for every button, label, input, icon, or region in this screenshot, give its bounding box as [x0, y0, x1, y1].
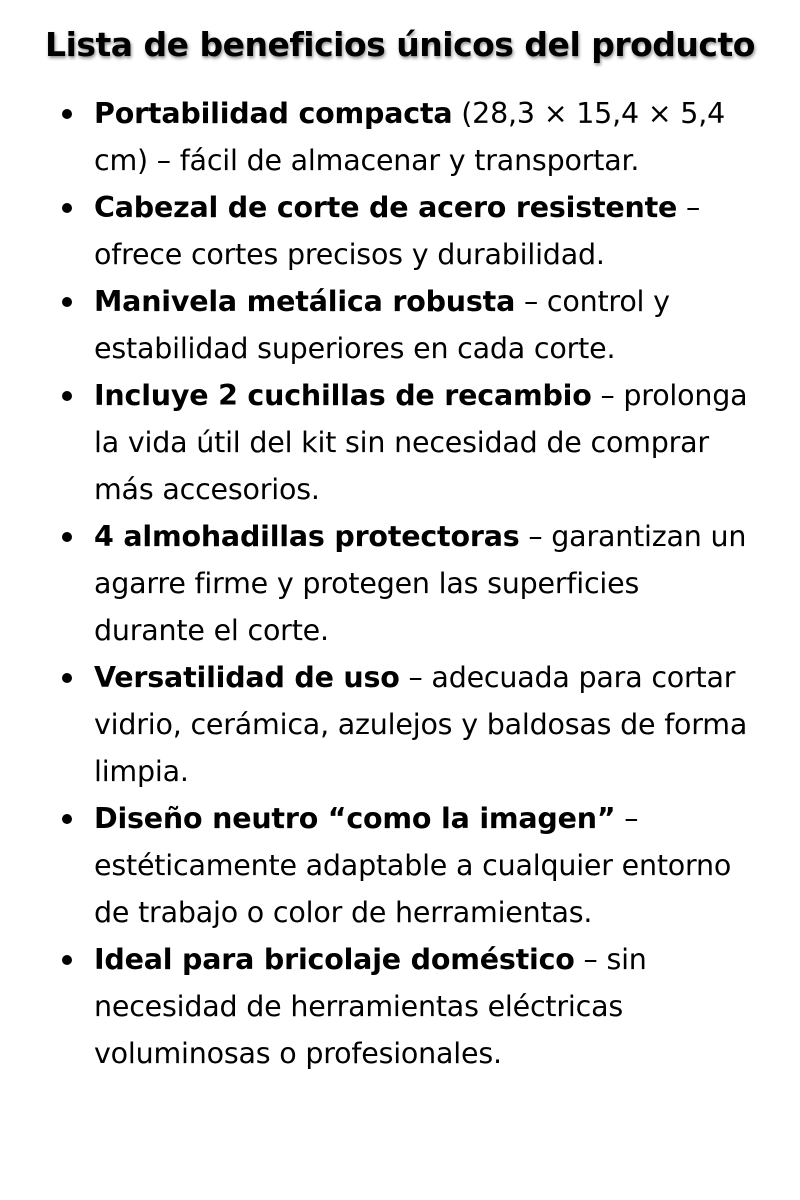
benefit-lead: Incluye 2 cuchillas de recambio: [94, 379, 592, 412]
bullet-icon: [62, 814, 72, 824]
benefit-text: – control y estabilidad superiores en cada corte.: [94, 285, 670, 365]
benefit-text: – adecuada para cortar vidrio, cerámica, azulejos y baldosas de forma limpia.: [94, 661, 748, 788]
benefit-text: (28,3 × 15,4 × 5,4 cm) – fácil de almacenar y transportar.: [94, 97, 726, 177]
benefit-lead: Manivela metálica robusta: [94, 285, 516, 318]
list-item: [58, 278, 758, 372]
bullet-icon: [62, 297, 72, 307]
benefit-lead: Diseño neutro “como la imagen”: [94, 802, 616, 835]
benefits-list: [58, 90, 758, 1077]
benefit-lead: Portabilidad compacta: [94, 97, 453, 130]
benefit-text: – sin necesidad de herramientas eléctricas voluminosas o profesionales.: [94, 943, 647, 1070]
bullet-icon: [62, 955, 72, 965]
list-item: [58, 936, 758, 1077]
bullet-icon: [62, 391, 72, 401]
benefit-lead: Cabezal de corte de acero resistente: [94, 191, 678, 224]
page-title: Lista de beneficios únicos del producto: [45, 25, 755, 64]
bullet-icon: [62, 673, 72, 683]
benefit-text: – garantizan un agarre firme y protegen las superficies durante el corte.: [94, 520, 747, 647]
list-item: [58, 184, 758, 278]
bullet-icon: [62, 203, 72, 213]
benefit-lead: 4 almohadillas protectoras: [94, 520, 520, 553]
list-item: [58, 654, 758, 795]
benefit-lead: Versatilidad de uso: [94, 661, 400, 694]
benefit-text: – estéticamente adaptable a cualquier entorno de trabajo o color de herramientas.: [94, 802, 732, 929]
list-item: [58, 90, 758, 184]
benefit-text: – ofrece cortes precisos y durabilidad.: [94, 191, 701, 271]
list-item: [58, 513, 758, 654]
list-item: [58, 372, 758, 513]
benefit-text: – prolonga la vida útil del kit sin necesidad de comprar más accesorios.: [94, 379, 748, 506]
list-item: [58, 795, 758, 936]
bullet-icon: [62, 109, 72, 119]
bullet-icon: [62, 532, 72, 542]
benefit-lead: Ideal para bricolaje doméstico: [94, 943, 575, 976]
